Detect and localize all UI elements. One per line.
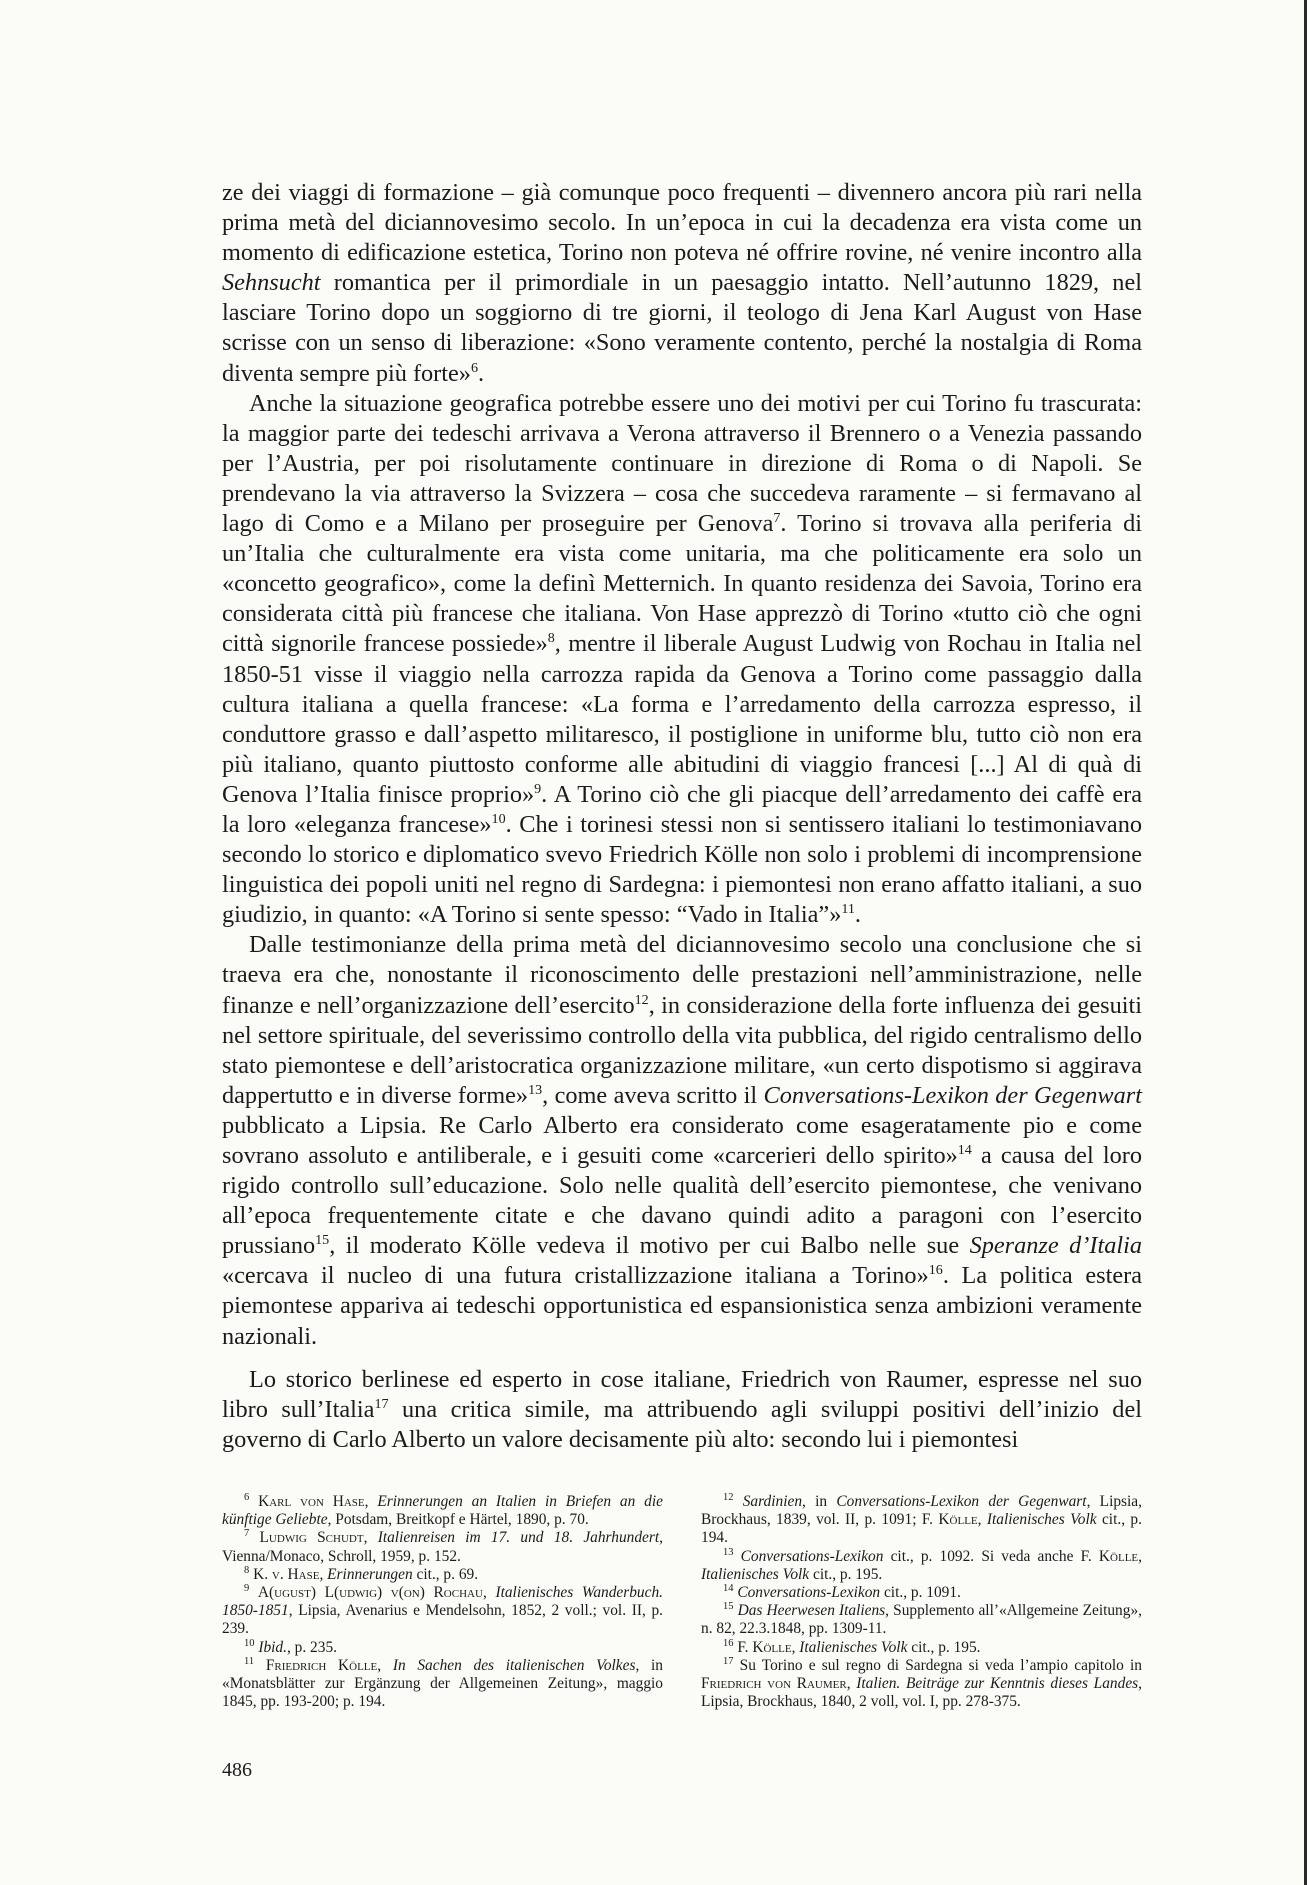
footnote-14: $^{14}$ Conversations-Lexikon cit., p. 1091. (723, 1582, 961, 1602)
footnotes (222, 1493, 1142, 1711)
footnote-11: $^{11}$ Friedrich Kölle, In Sachen des italienischen Volkes, in «Monatsblätter zur Ergänzung der Allgemeinen Zeitung», maggio 1845, pp. 193-200; p. 194. (222, 1655, 663, 1711)
footnote-17: $^{17}$ Su Torino e sul regno di Sardegna si veda l’ampio capitolo in Friedrich von Raumer, Italien. Beiträge zur Kenntnis dieses Landes, Lipsia, Brockhaus, 1840, 2 voll, vol. I, pp. 278-375. (701, 1655, 1142, 1711)
footnote-ref-11[interactable]: 11 (841, 901, 855, 918)
emphasis-conversations-lexikon: Conversations-Lexikon der Gegenwart (763, 1081, 1142, 1109)
footnote-ref-15[interactable]: 15 (315, 1232, 330, 1249)
emphasis-sehnsucht: Sehnsucht (222, 269, 321, 297)
paragraph-3: Dalle testimonianze della prima metà del diciannovesimo secolo una conclusione che si traeva era che, nonostante il riconoscimento delle prestazioni nell’amministrazione, nelle finanze e nell’organizzazione dell’esercito$^{12}$, in considerazione della forte influenza dei gesuiti nel settore spirituale, del severissimo controllo della vita pubblica, del rigido centralismo dello stato piemontese e dell’aristocratica organizzazione militare, «un certo dispotismo si aggirava dappertutto e in diverse forme»$^{13}$, come aveva scritto il Conversations-Lexikon der Gegenwart pubblicato a Lipsia. Re Carlo Alberto era considerato come esageratamente pio e come sovrano assoluto e antiliberale, e i gesuiti come «carcerieri dello spirito»$^{14}$ a causa del loro rigido controllo sull’educazione. Solo nelle qualità dell’esercito piemontese, che venivano all’epoca frequentemente citate e che davano quindi adito a paragoni con l’esercito prussiano$^{15}$, il moderato Kölle vedeva il motivo per cui Balbo nelle sue Speranze d’Italia «cercava il nucleo di una futura cristallizzazione italiana a Torino»$^{16}$. La politica estera piemontese appariva ai tedeschi opportunistica ed espansionistica senza ambizioni veramente nazionali. (222, 931, 1142, 1350)
footnote-7: $^7$ Ludwig Schudt, Italienreisen im 17. und 18. Jahrhundert, Vienna/Monaco, Schroll, 1959, p. 152. (222, 1528, 663, 1565)
main-text (222, 178, 1142, 1455)
footnote-9: $^9$ A(ugust) L(udwig) v(on) Rochau, Italienisches Wanderbuch. 1850-1851, Lipsia, Avenarius e Mendelsohn, 1852, 2 voll.; vol. II, p. 239. (222, 1582, 663, 1638)
footnote-12: $^{12}$ Sardinien, in Conversations-Lexikon der Gegenwart, Lipsia, Brockhaus, 1839, vol. II, p. 1091; F. Kölle, Italienisches Volk cit., p. 194. (701, 1491, 1142, 1547)
footnote-13: $^{13}$ Conversations-Lexikon cit., p. 1092. Si veda anche F. Kölle, Italienisches Volk cit., p. 195. (701, 1546, 1142, 1583)
footnote-8: $^8$ K. v. Hase, Erinnerungen cit., p. 69. (244, 1564, 479, 1583)
footnote-ref-14[interactable]: 14 (957, 1141, 972, 1158)
footnote-ref-8[interactable]: 8 (547, 630, 555, 647)
footnote-15: $^{15}$ Das Heerwesen Italiens, Supplemento all’«Allgemeine Zeitung», n. 82, 22.3.1848, pp. 1309-11. (701, 1601, 1142, 1638)
footnote-ref-17[interactable]: 17 (374, 1395, 389, 1412)
footnote-ref-9[interactable]: 9 (534, 780, 542, 797)
footnote-ref-10[interactable]: 10 (491, 810, 506, 827)
footnote-ref-7[interactable]: 7 (773, 509, 781, 526)
footnotes-right-column (701, 1493, 1142, 1711)
footnote-16: $^{16}$ F. Kölle, Italienisches Volk cit., p. 195. (723, 1637, 981, 1656)
footnote-ref-16[interactable]: 16 (928, 1262, 943, 1279)
footnote-ref-6[interactable]: 6 (470, 359, 479, 376)
paragraph-1: ze dei viaggi di formazione – già comunque poco frequenti – divennero ancora più rari nella prima metà del diciannovesimo secolo. In un’epoca in cui la decadenza era vista come un momento di edificazione estetica, Torino non poteva né offrire rovine, né venire incontro alla Sehnsucht romantica per il primordiale in un paesaggio intatto. Nell’autunno 1829, nel lasciare Torino dopo un soggiorno di tre giorni, il teologo di Jena Karl August von Hase scrisse con un senso di liberazione: «Sono veramente contento, perché la nostalgia di Roma diventa sempre più forte»$^6$. (222, 179, 1142, 387)
paragraph-4: Lo storico berlinese ed esperto in cose italiane, Friedrich von Raumer, espresse nel suo libro sull’Italia$^{17}$ una critica simile, ma attribuendo agli sviluppi positivi dell’inizio del governo di Carlo Alberto un valore decisamente più alto: secondo lui i piemontesi (222, 1365, 1142, 1453)
paragraph-2: Anche la situazione geografica potrebbe essere uno dei motivi per cui Torino fu trascurata: la maggior parte dei tedeschi arrivava a Verona attraverso il Brennero o a Venezia passando per l’Austria, per poi risolutamente continuare in direzione di Roma o di Napoli. Se prendevano la via attraverso la Svizzera – cosa che succedeva raramente – si fermavano al lago di Como e a Milano per proseguire per Genova$^7$. Torino si trovava alla periferia di un’Italia che culturalmente era vista come unitaria, ma che politicamente era solo un «concetto geografico», come la definì Metternich. In quanto residenza dei Savoia, Torino era considerata città più francese che italiana. Von Hase apprezzò di Torino «tutto ciò che ogni città signorile francese possiede»$^8$, mentre il liberale August Ludwig von Rochau in Italia nel 1850-51 visse il viaggio nella carrozza rapida da Genova a Torino come passaggio dalla cultura italiana a quella francese: «La forma e l’arredamento della carrozza espresso, il conduttore grasso e dall’aspetto militaresco, il postiglione in uniforme blu, tutto ciò non era più italiano, quanto piuttosto conforme alle abitudini di viaggio francesi [...] Al di quà di Genova l’Italia finisce proprio»$^9$. A Torino ciò che gli piacque dell’arredamento dei caffè era la loro «eleganza francese»$^{10}$. Che i torinesi stessi non si sentissero italiani lo testimoniavano secondo lo storico e diplomatico svevo Friedrich Kölle non solo i problemi di incomprensione linguistica dei popoli uniti nel regno di Sardegna: i piemontesi non erano affatto italiani, a suo giudizio, in quanto: «A Torino si sente spesso: “Vado in Italia”»$^{11}$. (222, 389, 1142, 929)
footnote-6: $^6$ Karl von Hase, Erinnerungen an Italien in Briefen an die künftige Geliebte, Potsdam, Breitkopf e Härtel, 1890, p. 70. (222, 1491, 663, 1529)
footnotes-left-column (222, 1493, 663, 1711)
emphasis-speranze: Speranze d’Italia (969, 1232, 1142, 1260)
footnote-ref-12[interactable]: 12 (634, 991, 649, 1008)
footnote-ref-13[interactable]: 13 (528, 1081, 543, 1098)
page-number: 486 (222, 1759, 252, 1781)
footnote-10: $^{10}$ Ibid., p. 235. (244, 1637, 337, 1656)
